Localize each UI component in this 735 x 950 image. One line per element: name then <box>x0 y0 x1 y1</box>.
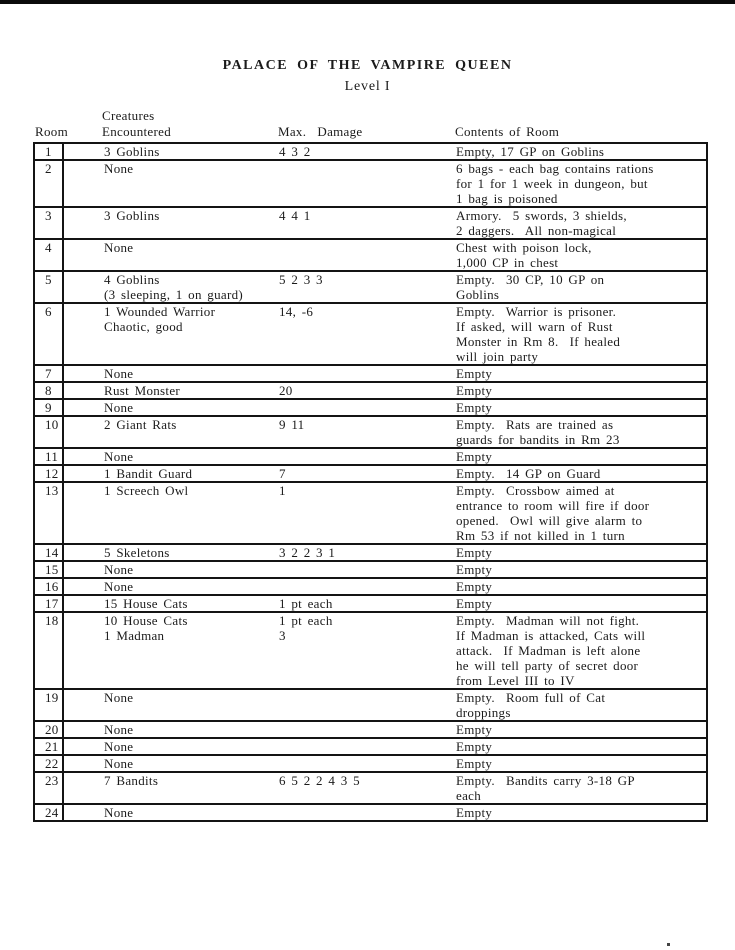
cell-damage <box>271 365 452 382</box>
cell-line: 9 11 <box>279 417 305 432</box>
header-spacer <box>451 108 706 124</box>
header-row-2 <box>33 124 706 140</box>
cell-line: 1,000 CP in chest <box>456 255 559 270</box>
cell-damage <box>271 207 452 239</box>
cell-line: 17 <box>45 596 59 611</box>
cell-line: Empty <box>456 562 493 577</box>
cell-line: 13 <box>45 483 59 498</box>
cell-creatures <box>63 689 271 721</box>
table-row <box>34 416 707 448</box>
cell-line: 7 Bandits <box>104 773 159 788</box>
cell-creatures <box>63 772 271 804</box>
cell-line: Empty <box>456 400 493 415</box>
cell-line: Rm 53 if not killed in 1 turn <box>456 528 625 543</box>
cell-line: 8 <box>45 383 52 398</box>
cell-contents <box>452 561 707 578</box>
cell-creatures <box>63 399 271 416</box>
cell-line: 5 Skeletons <box>104 545 170 560</box>
header-creatures-line1: Creatures <box>102 108 155 123</box>
cell-damage <box>271 612 452 689</box>
cell-line: None <box>104 805 134 820</box>
cell-line: 3 Goblins <box>104 144 160 159</box>
cell-line: attack. If Madman is left alone <box>456 643 641 658</box>
cell-room <box>34 561 63 578</box>
cell-room <box>34 738 63 755</box>
cell-contents <box>452 448 707 465</box>
room-table-body <box>34 143 707 821</box>
table-row <box>34 595 707 612</box>
cell-line: 10 House Cats <box>104 613 188 628</box>
cell-line: entrance to room will fire if door <box>456 498 650 513</box>
cell-line: None <box>104 756 134 771</box>
table-row <box>34 544 707 561</box>
cell-room <box>34 448 63 465</box>
cell-line: Empty. 30 CP, 10 GP on <box>456 272 605 287</box>
header-room: Room <box>35 124 68 139</box>
cell-line: 11 <box>45 449 59 464</box>
cell-line: 2 <box>45 161 52 176</box>
cell-damage <box>271 448 452 465</box>
cell-line: Empty <box>456 805 493 820</box>
cell-line: Empty <box>456 366 493 381</box>
table-row <box>34 465 707 482</box>
table-row <box>34 561 707 578</box>
table-row <box>34 721 707 738</box>
cell-line: 4 3 2 <box>279 144 311 159</box>
cell-line: Empty <box>456 739 493 754</box>
cell-damage <box>271 143 452 160</box>
table-row <box>34 482 707 544</box>
page-title: PALACE OF THE VAMPIRE QUEEN <box>222 58 513 73</box>
table-row <box>34 612 707 689</box>
cell-damage <box>271 239 452 271</box>
table-row <box>34 448 707 465</box>
cell-room <box>34 689 63 721</box>
cell-line: Chaotic, good <box>104 319 183 334</box>
cell-line: 5 2 3 3 <box>279 272 323 287</box>
cell-line: Empty <box>456 383 493 398</box>
cell-creatures <box>63 448 271 465</box>
table-row <box>34 755 707 772</box>
table-row <box>34 804 707 821</box>
cell-room <box>34 465 63 482</box>
cell-damage <box>271 578 452 595</box>
table-row <box>34 365 707 382</box>
table-row <box>34 271 707 303</box>
cell-creatures <box>63 755 271 772</box>
cell-line: 6 <box>45 304 52 319</box>
cell-contents <box>452 160 707 207</box>
cell-room <box>34 382 63 399</box>
cell-line: Goblins <box>456 287 500 302</box>
cell-damage <box>271 804 452 821</box>
cell-line: If asked, will warn of Rust <box>456 319 613 334</box>
cell-room <box>34 365 63 382</box>
cell-line: 1 bag is poisoned <box>456 191 558 206</box>
cell-line: Empty. Warrior is prisoner. <box>456 304 617 319</box>
cell-line: Empty. Bandits carry 3-18 GP <box>456 773 635 788</box>
cell-line: None <box>104 690 134 705</box>
cell-line: 7 <box>45 366 52 381</box>
cell-line: 3 <box>45 208 52 223</box>
cell-line: None <box>104 366 134 381</box>
cell-line: from Level III to IV <box>456 673 575 688</box>
cell-line: 1 Madman <box>104 628 165 643</box>
scan-top-edge <box>0 0 735 4</box>
cell-damage <box>271 772 452 804</box>
cell-line: 1 <box>45 144 52 159</box>
header-creatures-line2: Encountered <box>102 124 171 139</box>
header-spacer <box>270 108 451 124</box>
table-header <box>33 108 706 140</box>
table-grid <box>33 142 708 822</box>
cell-line: 2 daggers. All non-magical <box>456 223 617 238</box>
cell-line: 20 <box>45 722 59 737</box>
header-contents: Contents of Room <box>455 124 560 139</box>
cell-damage <box>271 689 452 721</box>
cell-damage <box>271 561 452 578</box>
cell-line: Empty <box>456 756 493 771</box>
cell-line: None <box>104 739 134 754</box>
cell-room <box>34 578 63 595</box>
cell-creatures <box>63 721 271 738</box>
cell-contents <box>452 399 707 416</box>
cell-damage <box>271 303 452 365</box>
cell-line: 7 <box>279 466 286 481</box>
table-row <box>34 143 707 160</box>
cell-room <box>34 544 63 561</box>
cell-line: None <box>104 562 134 577</box>
cell-room <box>34 804 63 821</box>
cell-line: None <box>104 400 134 415</box>
cell-creatures <box>63 544 271 561</box>
cell-room <box>34 721 63 738</box>
table-row <box>34 239 707 271</box>
cell-creatures <box>63 239 271 271</box>
cell-creatures <box>63 465 271 482</box>
cell-line: 6 bags - each bag contains rations <box>456 161 654 176</box>
cell-creatures <box>63 365 271 382</box>
room-table <box>33 108 706 822</box>
cell-line: opened. Owl will give alarm to <box>456 513 643 528</box>
cell-line: None <box>104 161 134 176</box>
table-row <box>34 160 707 207</box>
cell-damage <box>271 399 452 416</box>
cell-creatures <box>63 207 271 239</box>
cell-contents <box>452 416 707 448</box>
cell-contents <box>452 755 707 772</box>
cell-line: Empty <box>456 722 493 737</box>
cell-contents <box>452 772 707 804</box>
cell-line: 16 <box>45 579 59 594</box>
cell-damage <box>271 416 452 448</box>
cell-contents <box>452 544 707 561</box>
cell-contents <box>452 207 707 239</box>
cell-line: 4 Goblins <box>104 272 160 287</box>
cell-creatures <box>63 303 271 365</box>
cell-line: Empty <box>456 579 493 594</box>
cell-line: guards for bandits in Rm 23 <box>456 432 620 447</box>
cell-line: Empty. Madman will not fight. <box>456 613 640 628</box>
cell-line: Empty. Rats are trained as <box>456 417 614 432</box>
cell-contents <box>452 804 707 821</box>
cell-line: 12 <box>45 466 59 481</box>
cell-line: Empty <box>456 596 493 611</box>
cell-creatures <box>63 738 271 755</box>
cell-line: Empty <box>456 545 493 560</box>
cell-damage <box>271 595 452 612</box>
cell-creatures <box>63 482 271 544</box>
cell-line: 3 2 2 3 1 <box>279 545 336 560</box>
cell-creatures <box>63 804 271 821</box>
cell-creatures <box>63 271 271 303</box>
cell-room <box>34 416 63 448</box>
table-row <box>34 207 707 239</box>
cell-room <box>34 160 63 207</box>
cell-contents <box>452 271 707 303</box>
cell-line: Empty. Room full of Cat <box>456 690 606 705</box>
cell-line: he will tell party of secret door <box>456 658 639 673</box>
cell-room <box>34 271 63 303</box>
cell-line: 1 pt each <box>279 613 333 628</box>
cell-line: None <box>104 240 134 255</box>
cell-damage <box>271 738 452 755</box>
cell-line: for 1 for 1 week in dungeon, but <box>456 176 648 191</box>
cell-damage <box>271 482 452 544</box>
cell-line: 2 Giant Rats <box>104 417 177 432</box>
cell-creatures <box>63 143 271 160</box>
cell-damage <box>271 721 452 738</box>
cell-contents <box>452 482 707 544</box>
cell-damage <box>271 755 452 772</box>
cell-line: Empty. Crossbow aimed at <box>456 483 615 498</box>
header-row-1 <box>33 108 706 124</box>
table-row <box>34 772 707 804</box>
cell-line: will join party <box>456 349 539 364</box>
cell-line: Empty <box>456 449 493 464</box>
cell-line: 18 <box>45 613 59 628</box>
cell-room <box>34 595 63 612</box>
cell-contents <box>452 303 707 365</box>
cell-line: 19 <box>45 690 59 705</box>
cell-room <box>34 399 63 416</box>
cell-contents <box>452 721 707 738</box>
cell-line: 1 Screech Owl <box>104 483 189 498</box>
cell-line: 3 Goblins <box>104 208 160 223</box>
cell-line: None <box>104 722 134 737</box>
cell-line: 24 <box>45 805 59 820</box>
cell-line: 10 <box>45 417 59 432</box>
table-row <box>34 738 707 755</box>
cell-line: droppings <box>456 705 511 720</box>
cell-line: None <box>104 579 134 594</box>
table-row <box>34 382 707 399</box>
cell-line: If Madman is attacked, Cats will <box>456 628 646 643</box>
cell-damage <box>271 271 452 303</box>
scan-speck <box>667 943 670 946</box>
header-max-damage: Max. Damage <box>278 124 363 139</box>
table-row <box>34 689 707 721</box>
cell-room <box>34 207 63 239</box>
cell-line: 23 <box>45 773 59 788</box>
cell-line: 3 <box>279 628 286 643</box>
cell-line: 1 Wounded Warrior <box>104 304 216 319</box>
cell-line: 14, -6 <box>279 304 314 319</box>
table-row <box>34 303 707 365</box>
cell-line: Chest with poison lock, <box>456 240 592 255</box>
cell-damage <box>271 382 452 399</box>
cell-line: 6 5 2 2 4 3 5 <box>279 773 360 788</box>
cell-line: Empty, 17 GP on Goblins <box>456 144 605 159</box>
cell-creatures <box>63 416 271 448</box>
cell-creatures <box>63 160 271 207</box>
cell-line: Monster in Rm 8. If healed <box>456 334 621 349</box>
cell-damage <box>271 465 452 482</box>
cell-room <box>34 303 63 365</box>
cell-creatures <box>63 595 271 612</box>
cell-line: 1 <box>279 483 286 498</box>
cell-line: (3 sleeping, 1 on guard) <box>104 287 244 302</box>
cell-line: each <box>456 788 482 803</box>
cell-line: 1 Bandit Guard <box>104 466 193 481</box>
cell-contents <box>452 382 707 399</box>
cell-line: 4 <box>45 240 52 255</box>
cell-room <box>34 772 63 804</box>
cell-room <box>34 755 63 772</box>
cell-line: 5 <box>45 272 52 287</box>
cell-creatures <box>63 612 271 689</box>
cell-line: Empty. 14 GP on Guard <box>456 466 601 481</box>
cell-creatures <box>63 578 271 595</box>
cell-creatures <box>63 382 271 399</box>
cell-damage <box>271 160 452 207</box>
cell-contents <box>452 578 707 595</box>
cell-line: Armory. 5 swords, 3 shields, <box>456 208 627 223</box>
cell-line: None <box>104 449 134 464</box>
cell-line: 15 House Cats <box>104 596 188 611</box>
cell-contents <box>452 143 707 160</box>
cell-contents <box>452 689 707 721</box>
header-spacer <box>33 108 62 124</box>
cell-room <box>34 143 63 160</box>
table-row <box>34 399 707 416</box>
cell-line: 4 4 1 <box>279 208 311 223</box>
cell-line: 21 <box>45 739 59 754</box>
cell-contents <box>452 465 707 482</box>
cell-line: 22 <box>45 756 59 771</box>
cell-room <box>34 612 63 689</box>
cell-line: Rust Monster <box>104 383 181 398</box>
cell-contents <box>452 239 707 271</box>
cell-contents <box>452 612 707 689</box>
cell-line: 1 pt each <box>279 596 333 611</box>
page-subtitle: Level I <box>344 79 391 94</box>
cell-contents <box>452 738 707 755</box>
cell-contents <box>452 595 707 612</box>
cell-line: 14 <box>45 545 59 560</box>
cell-line: 15 <box>45 562 59 577</box>
table-row <box>34 578 707 595</box>
cell-creatures <box>63 561 271 578</box>
cell-line: 9 <box>45 400 52 415</box>
cell-line: 20 <box>279 383 293 398</box>
cell-damage <box>271 544 452 561</box>
cell-contents <box>452 365 707 382</box>
cell-room <box>34 239 63 271</box>
cell-room <box>34 482 63 544</box>
